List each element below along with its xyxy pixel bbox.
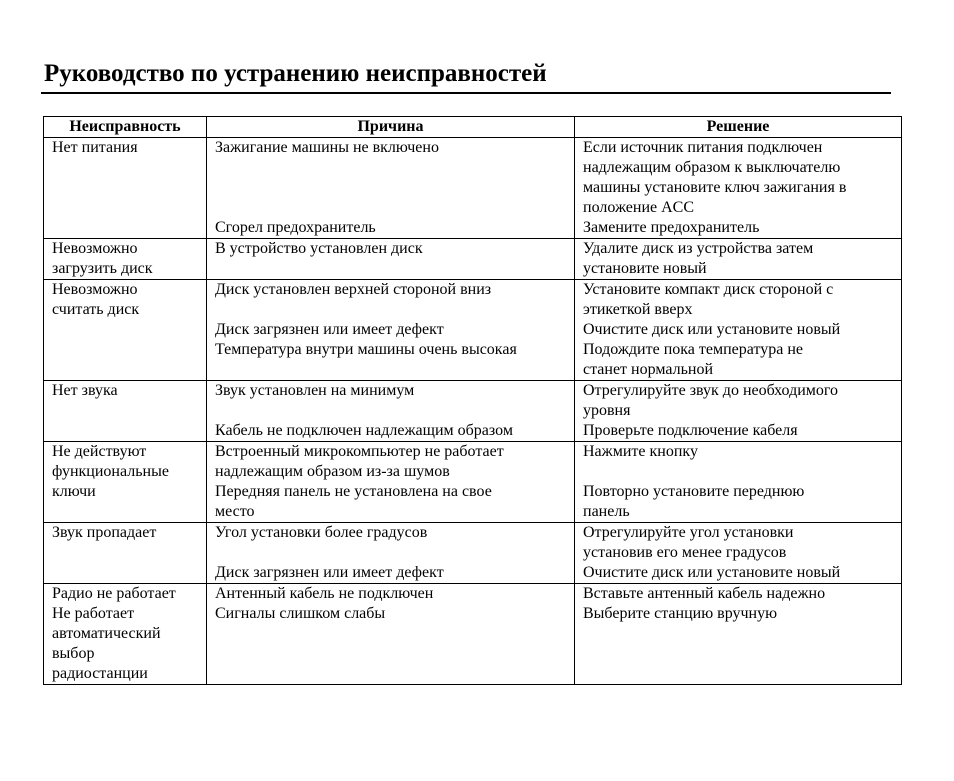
cause-cell: [207, 138, 575, 239]
cause-line: [215, 300, 566, 320]
cause-line: В устройство установлен диск: [215, 240, 423, 257]
fault-line: считать диск: [52, 301, 140, 318]
solution-line: положение ACC: [583, 199, 695, 216]
solution-line: панель: [583, 503, 630, 520]
fault-line: функциональные: [52, 463, 169, 480]
cause-line: Передняя панель не установлена на свое: [215, 483, 492, 500]
solution-cell: [575, 239, 902, 280]
cause-line: Диск установлен верхней стороной вниз: [215, 281, 492, 298]
troubleshooting-table: [43, 116, 902, 685]
solution-line: машины установите ключ зажигания в: [583, 179, 847, 196]
cause-cell: [207, 280, 575, 381]
cause-cell: [207, 239, 575, 280]
table-row: [44, 280, 902, 381]
solution-line: этикеткой вверх: [583, 301, 693, 318]
table-row: [44, 138, 902, 239]
fault-cell: [44, 381, 207, 442]
solution-line: Проверьте подключение кабеля: [583, 422, 798, 439]
cause-line: [215, 664, 566, 684]
table-header-row: [44, 117, 902, 138]
cause-line: [215, 198, 566, 218]
fault-line: ключи: [52, 483, 96, 500]
fault-line: Невозможно: [52, 240, 138, 257]
cause-line: Диск загрязнен или имеет дефект: [215, 564, 444, 581]
solution-line: Подождите пока температура не: [583, 341, 803, 358]
solution-cell: [575, 381, 902, 442]
solution-line: установите новый: [583, 260, 707, 277]
fault-cell: [44, 280, 207, 381]
solution-line: Вставьте антенный кабель надежно: [583, 585, 826, 602]
solution-cell: [575, 442, 902, 523]
fault-cell: [44, 442, 207, 523]
cause-line: Кабель не подключен надлежащим образом: [215, 422, 513, 439]
solution-line: Очистите диск или установите новый: [583, 564, 841, 581]
solution-line: Отрегулируйте угол установки: [583, 524, 794, 541]
cause-line: Антенный кабель не подключен: [215, 585, 434, 602]
solution-line: надлежащим образом к выключателю: [583, 159, 841, 176]
solution-line: Установите компакт диск стороной с: [583, 281, 834, 298]
cause-line: Встроенный микрокомпьютер не работает: [215, 443, 504, 460]
cause-line: Диск загрязнен или имеет дефект: [215, 321, 444, 338]
cause-line: место: [215, 503, 255, 520]
fault-cell: [44, 138, 207, 239]
solution-cell: [575, 523, 902, 584]
solution-line: [583, 644, 893, 664]
cause-line: [215, 624, 566, 644]
solution-line: Очистите диск или установите новый: [583, 321, 841, 338]
cause-line: Звук установлен на минимум: [215, 382, 415, 399]
title-rule: [41, 92, 891, 94]
solution-line: Удалите диск из устройства затем: [583, 240, 814, 257]
table-row: [44, 442, 902, 523]
header-solution: Решение: [575, 117, 902, 138]
fault-line: Звук пропадает: [52, 524, 157, 541]
header-fault: Неисправность: [44, 117, 207, 138]
cause-line: Сгорел предохранитель: [215, 219, 376, 236]
fault-line: Не работает: [52, 605, 135, 622]
fault-cell: [44, 239, 207, 280]
fault-cell: [44, 523, 207, 584]
cause-line: Угол установки более градусов: [215, 524, 428, 541]
cause-line: Зажигание машины не включено: [215, 139, 439, 156]
solution-cell: [575, 584, 902, 685]
solution-cell: [575, 138, 902, 239]
solution-line: Замените предохранитель: [583, 219, 760, 236]
fault-line: радиостанции: [52, 665, 148, 682]
table-body: [44, 138, 902, 685]
cause-line: Температура внутри машины очень высокая: [215, 341, 517, 358]
fault-line: Невозможно: [52, 281, 138, 298]
solution-line: станет нормальной: [583, 361, 714, 378]
solution-line: Повторно установите переднюю: [583, 483, 805, 500]
cause-line: надлежащим образом из-за шумов: [215, 463, 450, 480]
solution-line: установив его менее градусов: [583, 544, 787, 561]
fault-line: выбор: [52, 645, 95, 662]
cause-cell: [207, 584, 575, 685]
cause-cell: [207, 442, 575, 523]
cause-line: [215, 360, 566, 380]
cause-cell: [207, 381, 575, 442]
fault-line: Радио не работает: [52, 585, 176, 602]
cause-line: Сигналы слишком слабы: [215, 605, 386, 622]
cause-line: [215, 178, 566, 198]
fault-line: Не действуют: [52, 443, 147, 460]
header-cause: Причина: [207, 117, 575, 138]
cause-line: [215, 158, 566, 178]
cause-line: [215, 543, 566, 563]
solution-cell: [575, 280, 902, 381]
fault-line: загрузить диск: [52, 260, 153, 277]
page-title: Руководство по устранению неисправностей: [44, 60, 547, 87]
solution-line: [583, 664, 893, 684]
solution-line: [583, 624, 893, 644]
fault-cell: [44, 584, 207, 685]
table-row: [44, 584, 902, 685]
table-row: [44, 523, 902, 584]
solution-line: Выберите станцию вручную: [583, 605, 778, 622]
solution-line: Отрегулируйте звук до необходимого: [583, 382, 839, 399]
cause-line: [215, 644, 566, 664]
fault-line: Нет питания: [52, 139, 138, 156]
table-row: [44, 381, 902, 442]
solution-line: Если источник питания подключен: [583, 139, 823, 156]
table-row: [44, 239, 902, 280]
solution-line: [583, 462, 893, 482]
cause-line: [215, 401, 566, 421]
solution-line: Нажмите кнопку: [583, 443, 698, 460]
cause-cell: [207, 523, 575, 584]
fault-line: Нет звука: [52, 382, 118, 399]
fault-line: автоматический: [52, 625, 161, 642]
solution-line: уровня: [583, 402, 631, 419]
cause-line: [215, 259, 566, 279]
